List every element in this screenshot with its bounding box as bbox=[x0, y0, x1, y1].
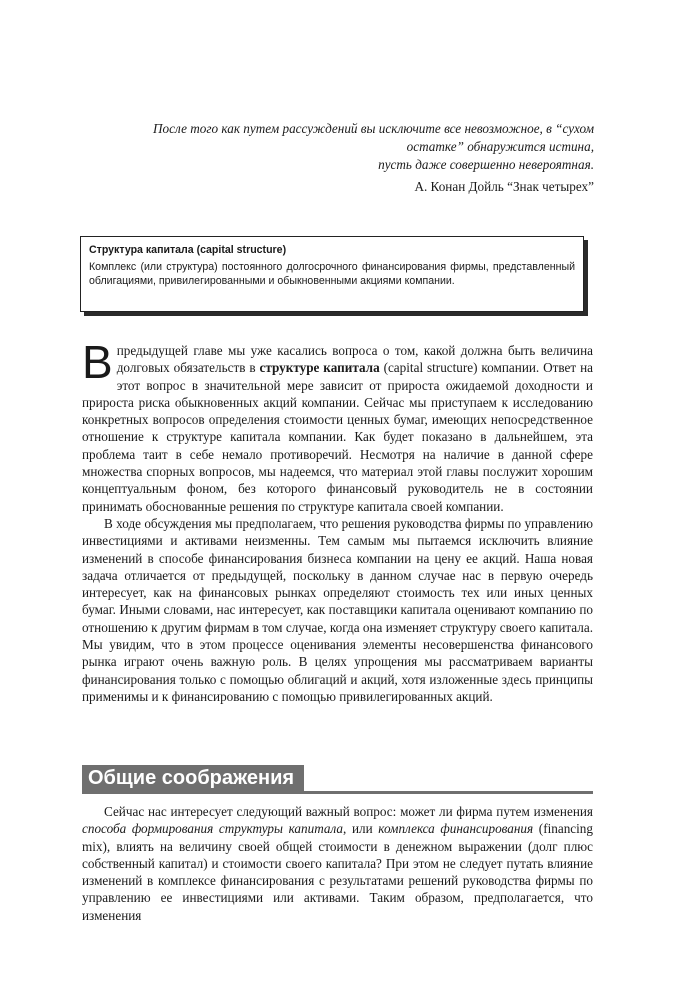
epigraph-line-1: После того как путем рассуждений вы исключите все невозможное, в “сухом bbox=[153, 121, 594, 136]
definition-text: Комплекс (или структура) постоянного долгосрочного финансирования фирмы, представленный облигациями, привилегированными и обыкновенными акциями компании. bbox=[89, 261, 575, 287]
definition-box bbox=[80, 236, 584, 312]
section-text bbox=[82, 803, 593, 924]
epigraph-line-3: пусть даже совершенно невероятная. bbox=[378, 157, 594, 172]
intro-p1-rest: (capital structure) компании. Ответ на этот вопрос в значительной мере зависит от прироста ожидаемой доходности и прироста риска обыкновенных акций компании. Сейчас мы приступаем к исследованию конкретных вопросов определения стоимости ценных бумаг, имеющих непосредственное отношение к структуре капитала компании. Как будет показано в дальнейшем, эта проблема таит в себе немало противоречий. Несмотря на наличие в данной сфере множества спорных вопросов, мы надеемся, что материал этой главы послужит хорошим концептуальным фоном, без которого финансовый руководитель не в состоянии принимать обоснованные решения по структуре капитала своей компании. bbox=[82, 360, 593, 514]
section-heading bbox=[82, 765, 593, 794]
intro-p1-start: предыдущей главе мы уже касались вопроса о том, какой должна быть величина долговых обязательств в bbox=[116, 343, 593, 376]
section-p1-a: Сейчас нас интересует следующий важный вопрос: может ли фирма путем изменения bbox=[104, 804, 593, 819]
term-financing-mix: комплекса финансирования bbox=[378, 821, 534, 837]
intro-paragraph-1 bbox=[82, 336, 593, 515]
intro-text bbox=[82, 336, 593, 705]
definition-title: Структура капитала (capital structure) bbox=[89, 244, 287, 256]
epigraph-source: А. Конан Дойль “Знак четырех” bbox=[414, 179, 594, 194]
epigraph-line-2: остатке” обнаружится истина, bbox=[406, 139, 594, 154]
section-rule bbox=[82, 791, 593, 794]
section-p1-c: (financing mix), влиять на величину своей общей стоимости в денежном выражении (долг плюс собственный капитал) и стоимости своего капитала? При этом не следует путать влияние изменений в комплексе финансирования с результатами решений руководства фирмы по управлению ее инвестициями или активами. Таким образом, предполагается, что изменения bbox=[82, 821, 593, 923]
epigraph bbox=[100, 120, 594, 196]
section-paragraph-1 bbox=[82, 803, 593, 924]
drop-cap: В bbox=[82, 336, 113, 388]
section-title: Общие соображения bbox=[82, 765, 304, 792]
intro-paragraph-2: В ходе обсуждения мы предполагаем, что решения руководства фирмы по управлению инвестициями и активами неизменны. Тем самым мы пытаемся исключить влияние изменений в способе финансирования бизнеса компании на цену ее акций. Наша новая задача отличается от предыдущей, поскольку в данном случае нас в первую очередь интересует, как на финансовых рынках определяют стоимость тех или иных ценных бумаг. Иными словами, нас интересует, как поставщики капитала оценивают компанию по отношению к другим фирмам в том случае, когда она изменяет структуру своего капитала. Мы увидим, что в этом процессе оценивания элементы несовершенства финансового рынка играют очень важную роль. В целях упрощения мы рассматриваем варианты финансирования только с помощью облигаций и акций, хотя изложенные здесь принципы применимы и к финансированию с помощью привилегированных акций. bbox=[82, 515, 593, 704]
term-financing-structure: способа формирования структуры капитала bbox=[82, 821, 343, 837]
section-p1-b: , или bbox=[343, 821, 379, 837]
key-term-capital-structure: структуре капитала bbox=[259, 360, 380, 376]
